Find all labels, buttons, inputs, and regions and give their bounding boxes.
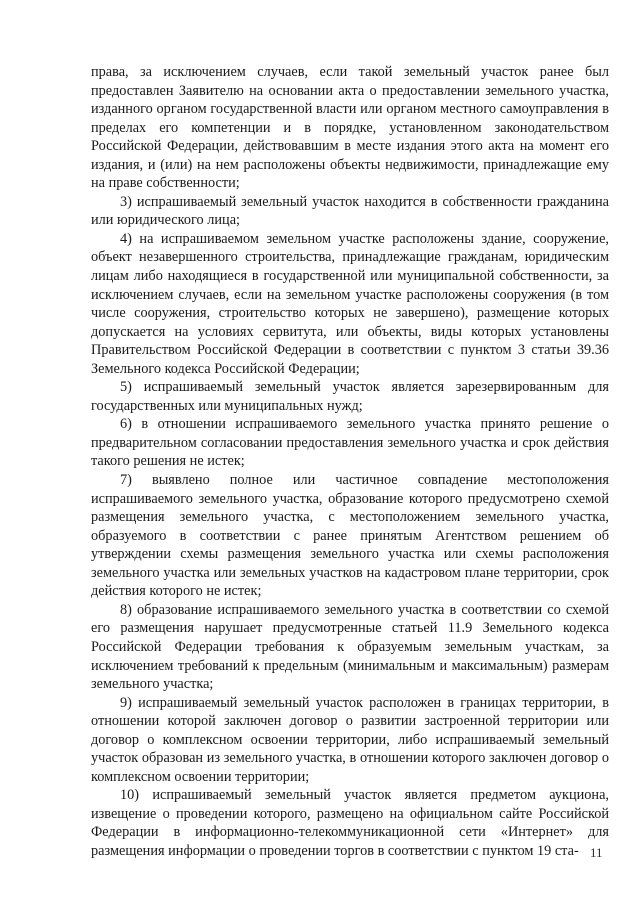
- paragraph-item-6: 6) в отношении испрашиваемого земельного участка принято решение о предварительном согласовании предоставления земельного участка и срок действия такого решения не истек;: [91, 416, 609, 470]
- document-body: [91, 63, 609, 861]
- page-number: 11: [590, 845, 603, 860]
- paragraph-item-10: 10) испрашиваемый земельный участок является предметом аукциона, извещение о проведении которого, размещено на официальном сайте Российской Федерации в информационно-телекоммуникационной сети «Интернет» для размещения информации о проведении торгов в соответствии с пунктом 19 ста-: [91, 787, 609, 859]
- paragraph-item-3: 3) испрашиваемый земельный участок находится в собственности гражданина или юридического лица;: [91, 193, 609, 229]
- paragraph-item-5: 5) испрашиваемый земельный участок является зарезервированным для государственных или муниципальных нужд;: [91, 379, 609, 414]
- paragraph-item-4: 4) на испрашиваемом земельном участке расположены здание, сооружение, объект незавершенного строительства, принадлежащие гражданам, юридическим лицам либо находящиеся в государственной или муниципальной собственности, за исключением случаев, если на земельном участке расположены сооружения (в том числе сооружения, строительство которых не завершено), размещение которых допускается на условиях сервитута, или объекты, виды которых установлены Правительством Российской Федерации в соответствии с пунктом 3 статьи 39.36 Земельного кодекса Российской Федерации;: [91, 230, 609, 377]
- paragraph-item-8: 8) образование испрашиваемого земельного участка в соответствии со схемой его размещения нарушает предусмотренные статьей 11.9 Земельного кодекса Российской Федерации требования к образуемым земельным участкам, за исключением требований к предельным (минимальным и максимальным) размерам земельного участка;: [91, 601, 609, 693]
- paragraph-continuation: права, за исключением случаев, если такой земельный участок ранее был предоставлен Заявителю на основании акта о предоставлении земельного участка, изданного органом государственной власти или органом местного самоуправления в пределах его компетенции и в порядке, установленном законодательством Российской Федерации, действовавшим в месте издания этого акта на момент его издания, и (или) на нем расположены объекты недвижимости, принадлежащие ему на праве собственности;: [91, 64, 609, 192]
- paragraph-item-7: 7) выявлено полное или частичное совпадение местоположения испрашиваемого земельного участка, образование которого предусмотрено схемой размещения земельного участка, с местоположением земельного участка, образуемого в соответствии с ранее принятым Агентством решением об утверждении схемы размещения земельного участка или схемы расположения земельного участка или земельных участков на кадастровом плане территории, срок действия которого не истек;: [91, 472, 609, 600]
- paragraph-item-9: 9) испрашиваемый земельный участок расположен в границах территории, в отношении которой заключен договор о развитии застроенной территории или договор о комплексном освоении территории, либо испрашиваемый земельный участок образован из земельного участка, в отношении которого заключен договор о комплексном освоении территории;: [91, 694, 609, 785]
